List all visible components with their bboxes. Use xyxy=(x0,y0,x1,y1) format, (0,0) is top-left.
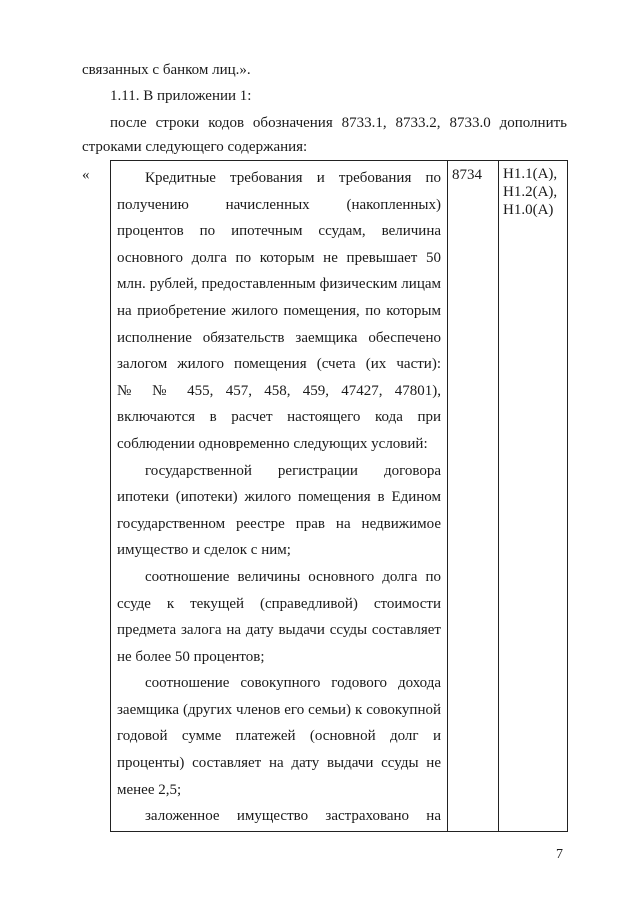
desc-line: соблюдении одновременно следующих условий: xyxy=(117,435,428,452)
table-row xyxy=(111,161,568,832)
desc-line: проценты) составляет на дату выдачи ссуды не xyxy=(117,755,441,772)
desc-line: исполнение обязательств заемщика обеспечено xyxy=(117,329,441,346)
description-text xyxy=(111,161,447,830)
desc-line: на приобретение жилого помещения, по которым xyxy=(117,302,441,319)
intro-line-2: 1.11. В приложении 1: xyxy=(110,88,252,104)
desc-line: государственном реестре прав на недвижимое xyxy=(117,515,441,532)
intro-line-3a: после строки кодов обозначения 8733.1, 8733.2, 8733.0 дополнить xyxy=(110,115,567,131)
desc-line: соотношение совокупного годового дохода xyxy=(145,675,441,692)
codes-table xyxy=(110,160,568,832)
desc-line: имущество и сделок с ним; xyxy=(117,542,291,559)
desc-line: заемщика (других членов его семьи) к совокупной xyxy=(117,701,441,718)
desc-line: соотношение величины основного долга по xyxy=(145,568,441,585)
desc-line: № № 455, 457, 458, 459, 47427, 47801), xyxy=(117,382,441,399)
desc-line: ипотеки (ипотеки) жилого помещения в Едином xyxy=(117,489,441,506)
desc-line: ссуде к текущей (справедливой) стоимости xyxy=(117,595,441,612)
norms-list xyxy=(499,161,567,219)
code-cell xyxy=(448,161,499,832)
intro-line-3b: строками следующего содержания: xyxy=(82,139,308,155)
desc-line: годовой сумме платежей (основной долг и xyxy=(117,728,441,745)
desc-line: не более 50 процентов; xyxy=(117,648,265,665)
desc-line: заложенное имущество застраховано на xyxy=(145,808,441,825)
norm-item: Н1.0(А) xyxy=(503,202,554,218)
opening-quote-mark: « xyxy=(82,167,90,183)
code-value: 8734 xyxy=(452,167,482,183)
norm-item: Н1.1(А), xyxy=(503,166,558,182)
desc-line: предмета залога на дату выдачи ссуды составляет xyxy=(117,622,441,639)
desc-line: менее 2,5; xyxy=(117,781,182,798)
norm-item: Н1.2(А), xyxy=(503,184,558,200)
page-number: 7 xyxy=(556,847,563,862)
desc-line: основного долга по которым не превышает 50 xyxy=(117,249,441,266)
norms-cell xyxy=(499,161,568,832)
desc-line: процентов по ипотечным ссудам, величина xyxy=(117,223,441,240)
desc-line: включаются в расчет настоящего кода при xyxy=(117,409,441,426)
desc-line: млн. рублей, предоставленным физическим лицам xyxy=(117,276,441,293)
desc-line: государственной регистрации договора xyxy=(145,462,441,479)
desc-line: залогом жилого помещения (счета (их части): xyxy=(117,356,441,373)
description-cell xyxy=(111,161,448,832)
intro-line-1: связанных с банком лиц.». xyxy=(82,62,251,78)
desc-line: Кредитные требования и требования по xyxy=(145,170,441,186)
desc-line: получению начисленных (накопленных) xyxy=(117,196,441,213)
